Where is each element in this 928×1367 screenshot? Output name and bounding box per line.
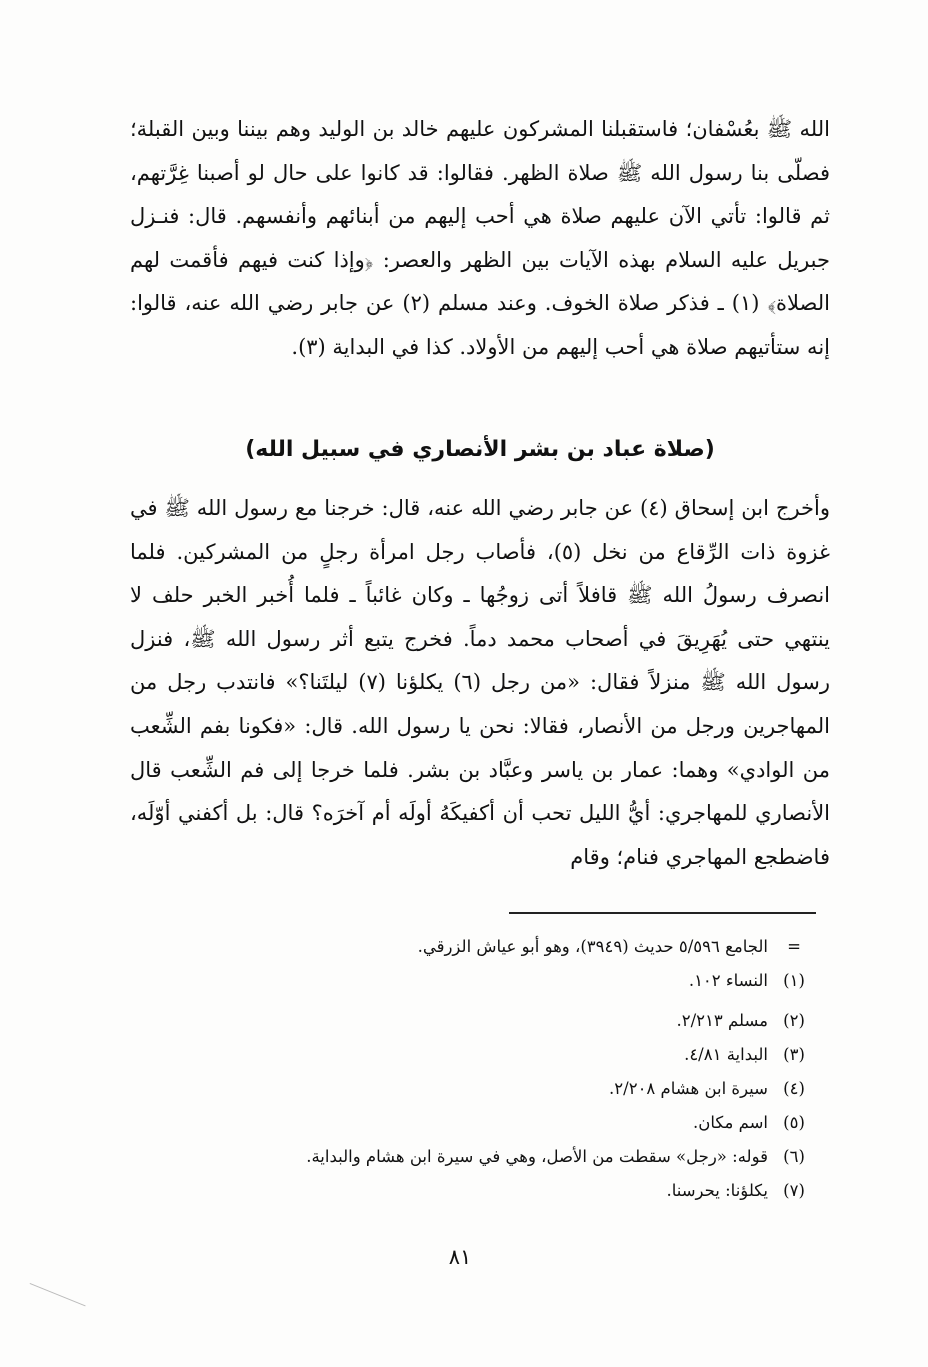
footnote-number: (٦) (783, 1147, 805, 1166)
footnote-6 (130, 1140, 820, 1174)
footnote-number: (٧) (783, 1181, 805, 1200)
footnote-number: (٥) (783, 1113, 805, 1132)
footnote-continued (130, 930, 820, 964)
footnote-1 (130, 964, 820, 998)
footnote-text: النساء ١٠٢. (688, 971, 768, 990)
footnote-number: (٤) (783, 1079, 805, 1098)
footnote-text: قوله: «رجل» سقطت من الأصل، وهي في سيرة ابن هشام والبداية. (306, 1147, 768, 1166)
footnote-2 (130, 1004, 820, 1038)
footnote-text: الجامع ٥/٥٩٦ حديث (٣٩٤٩)، وهو أبو عياش الزرقي. (417, 937, 768, 956)
footnote-number: (٢) (783, 1011, 805, 1030)
footnote-text: يكلؤنا: يحرسنا. (666, 1181, 768, 1200)
footnote-separator-line (509, 912, 816, 914)
footnote-text: اسم مكان. (693, 1113, 768, 1132)
footnote-3 (130, 1038, 820, 1072)
body-paragraph-1: الله ﷺ بعُسْفان؛ فاستقبلنا المشركون عليهم خالد بن الوليد وهم بيننا وبين القبلة؛ فصلّى بنا رسول الله ﷺ صلاة الظهر. فقالوا: قد كانوا على حال لو أصبنا غِرَّتهم، ثم قالوا: تأتي الآن عليهم صلاة هي أحب إليهم من أبنائهم وأنفسهم. قال: فنـزل جبريل عليه السلام بهذه الآيات بين الظهر والعصر: ﴿وإذا كنت فيهم فأقمت لهم الصلاة﴾ (١) ـ فذكر صلاة الخوف. وعند مسلم (٢) عن جابر رضي الله عنه، قالوا: إنه ستأتيهم صلاة هي أحب إليهم من الأولاد. كذا في البداية (٣). (130, 117, 830, 359)
section-heading: (صلاة عباد بن بشر الأنصاري في سبيل الله) (245, 437, 715, 462)
footnote-5 (130, 1106, 820, 1140)
footnote-text: البداية ٤/٨١. (684, 1045, 768, 1064)
footnote-number: (٣) (783, 1045, 805, 1064)
footnote-7 (130, 1174, 820, 1208)
footnote-number: (١) (783, 971, 805, 990)
footnote-text: مسلم ٢/٢١٣. (676, 1011, 768, 1030)
footnotes-list (130, 930, 820, 1208)
footnote-text: سيرة ابن هشام ٢/٢٠٨. (609, 1079, 768, 1098)
footnote-marker: = (787, 937, 801, 956)
footnote-4 (130, 1072, 820, 1106)
scan-artifact-line (30, 1283, 86, 1306)
body-paragraph-2: وأخرج ابن إسحاق (٤) عن جابر رضي الله عنه، قال: خرجنا مع رسول الله ﷺ في غزوة ذات الرِّقاع من نخل (٥)، فأصاب رجل امرأة رجلٍ من المشركين. فلما انصرف رسولُ الله ﷺ قافلاً أتى زوجُها ـ وكان غائباً ـ فلما أُخبر الخبر حلف لا ينتهي حتى يُهَرِيقَ في أصحاب محمد دماً. فخرج يتبع أثر رسول الله ﷺ، فنزل رسول الله ﷺ منزلاً فقال: «من رجل (٦) يكلؤنا (٧) ليلتَنا؟» فانتدب رجل من المهاجرين ورجل من الأنصار، فقالا: نحن يا رسول الله. قال: «فكونا بفم الشِّعب من الوادي» وهما: عمار بن ياسر وعبَّاد بن بشر. فلما خرجا إلى فم الشِّعب قال الأنصاري للمهاجري: أيُّ الليل تحب أن أكفيكَهُ أولَه أم آخرَه؟ قال: بل أكفني أوّلَه، فاضطجع المهاجري فنام؛ وقام (130, 496, 830, 869)
page-number: ٨١ (448, 1245, 472, 1269)
